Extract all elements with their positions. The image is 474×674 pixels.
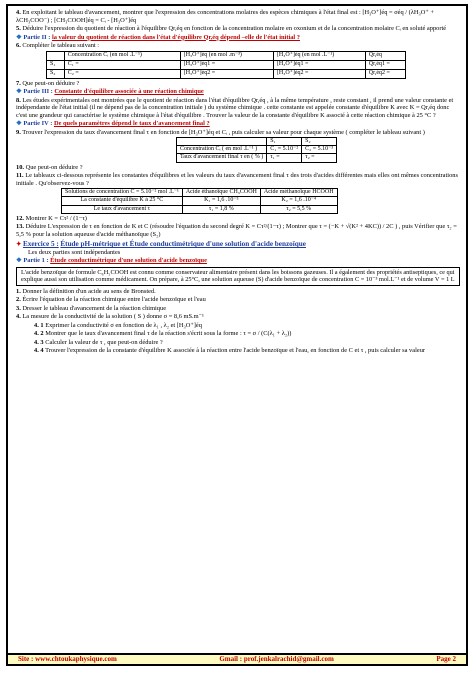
- question-5: 5. Déduire l'expression du quotient de réaction à l'équilibre Qr,éq en fonction de la concentration molaire en oxonium et de la concentration molaire Cᵢ en soluté apporté: [16, 25, 447, 32]
- star-icon: ✦: [16, 241, 22, 249]
- diamond-icon: ❖: [16, 88, 22, 95]
- table-taux: [176, 137, 337, 163]
- diamond-icon: ❖: [16, 33, 22, 41]
- exercise-subtitle: Les deux parties sont indépendantes: [28, 248, 121, 256]
- exercise-question-3: 3. Dresser le tableau d'avancement de la réaction chimique: [16, 304, 167, 312]
- table-row: Taux d'avancement final τ en ( % ) τ₁ = τ₂ =: [177, 154, 337, 162]
- worksheet-page: [6, 4, 468, 666]
- page-number: Page 2: [436, 654, 456, 663]
- diamond-icon: ❖: [16, 257, 22, 265]
- table-header-row: Concentration Cᵢ (en mol .L⁻¹) [H₃O⁺]éq (en mol .m⁻³) [H₃O⁺]éq (en mol .L⁻¹) Qr,éq: [47, 51, 406, 60]
- exercise-question-4: 4. La mesure de la conductivité de la solution ( S ) donne σ = 8,6 mS.m⁻¹: [16, 313, 204, 321]
- exercise-question-1: 1. Donner la définition d'un acide au sens de Bronsted.: [16, 287, 156, 295]
- exercise-5-heading: ✦ Exercice 5 : Étude pH-métrique et Étude conductimétrique d'une solution d'acide benzoïque: [16, 240, 306, 249]
- question-7: 7. Que peut-on déduire ?: [16, 79, 80, 87]
- table-row: S₁ S₂: [177, 138, 337, 146]
- exercise-question-4-1: 4. 1 Exprimer la conductivité σ en fonction de λ₁ , λ₂ et [H₃O⁺]éq: [34, 321, 202, 329]
- exercise-question-4-3: 4. 3 Calculer la valeur de τ , que peut-on déduire ?: [34, 338, 163, 346]
- part-3-heading: ❖ Partie III : Constante d'équilibre associée à une réaction chimique: [16, 88, 204, 95]
- question-12: 12. Montrer K = Cτ² / (1−τ): [16, 214, 87, 222]
- table-concentrations: [46, 51, 406, 79]
- question-10: 10. Que peut-on déduire ?: [16, 163, 83, 171]
- exercise-question-2: 2. Écrire l'équation de la réaction chimique entre l'acide benzoïque et l'eau: [16, 296, 206, 304]
- question-11: 11. Le tableaux ci-dessous représente les constantes d'équilibres et les valeurs du taux d'avancement final τ des trois d'acides différentes mais elles ont mêmes concentrations initiale . Qu'observez-vous ?: [16, 172, 458, 187]
- question-8: 8. Les études expérimentales ont montrées que le quotient de réaction dans l'état d'équilibre Qr,éq , à la même température , reste constant , il prend une valeur constante et indépendante de l'état initial (il ne dépend pas de la concentration initiale ) du système chimique . cette constante est appelée constante d'équilibre K avec K = Qr,éq donc c'est une grandeur qui caractérise le système chimique à l'état d'équilibre . Trouver la valeur de la constante d'équilibre K associé à cette réaction chimique à 25 °C ?: [16, 96, 454, 119]
- exercise-statement-box: L'acide benzoïque de formule C₆H₅COOH est connu comme conservateur alimentaire présent dans les boissons gazeuses. Il a également des propriétés antiseptiques, ce qui explique aussi son utilisation comme médicament. On prépare, à 25°C, une solution aqueuse (S) d'acide benzoïque de concentration C = 10⁻³ mol.L⁻¹ et de volume V = 1 L: [16, 267, 460, 286]
- table-row: La constante d'équilibre K à 25 °C K₁ = 1,6 .10⁻⁵ K₂ = 1,6 .10⁻⁴: [62, 197, 338, 205]
- part-2-heading: ❖ Partie II : la valeur du quotient de réaction dans l'état d'équilibre Qr,éq dépend –elle de l'état initial ?: [16, 33, 300, 41]
- question-4: 4. En exploitant le tableau d'avancement, montrer que l'expression des concentrations molaires des espèces chimiques à l'état final est : [H₃O⁺]éq = σéq / (λH₃O⁺ + λCH₃COO⁻) ; [CH₃COOH]éq = Cᵢ - [H₃O⁺]éq: [16, 9, 434, 24]
- exercise-question-4-2: 4. 2 Montrer que le taux d'avancement final τ de la réaction s'écrit sous la forme : τ = σ / (C(λ₁ + λ₂)): [34, 330, 292, 338]
- question-9: 9. Trouver l'expression du taux d'avancement final τ en fonction de [H₃O⁺]éq et Cᵢ , puis calculer sa valeur pour chaque système ( compléter le tableau suivant ): [16, 128, 425, 136]
- exercise-part-1-heading: ❖ Partie 1 : Étude conductimétrique d'une solution d'acide benzoïque: [16, 257, 207, 265]
- table-acids: [61, 188, 338, 214]
- footer-email-link[interactable]: Gmail : prof.jenkalrachid@gmail.com: [219, 654, 334, 663]
- question-13: 13. Déduire L'expression de τ en fonction de K et C (résoudre l'équation du second degré K = Cτ²/(1−τ) ; Montrer que τ = (−K + √(K² + 4KC)) / 2C ) , puis Vérifier que τ₂ = 5,5 % pour la solution aqueuse d'acide méthanoïque (S₂): [16, 223, 457, 238]
- table-row: Concentration Cᵢ ( en mol .L⁻¹ ) C₁ = 5.10⁻² C₂ = 5.10⁻³: [177, 146, 337, 154]
- question-6: 6. Compléter le tableau suivant :: [16, 42, 100, 49]
- diamond-icon: ❖: [16, 120, 22, 127]
- footer-site-link[interactable]: Site : www.chtoukaphysique.com: [18, 654, 117, 663]
- table-row: Solutions de concentration C = 5.10⁻² mol .L⁻¹ Acide éthanoïque CH₃COOH Acide méthanoïque HCOOH: [62, 189, 338, 197]
- table-row: S₂ C₂ = [H₃O⁺]éq2 = [H₃O⁺]éq2 = Qr,éq2 =: [47, 69, 406, 78]
- table-row: S₁ C₁ = [H₃O⁺]éq1 = [H₃O⁺]éq1 = Qr,éq1 =: [47, 60, 406, 69]
- exercise-question-4-4: 4. 4 Trouver l'expression de la constante d'équilibre K associée à la réaction entre l'acide benzoïque et l'eau, en fonction de C et τ , puis calculer sa valeur: [34, 347, 426, 355]
- part-4-heading: ❖ Partie IV : De quels paramètres dépend le taux d'avancement final ?: [16, 120, 210, 127]
- table-row: Le taux d'avancement τ τ₁ = 1,8 % τ₂ = 5,5 %: [62, 205, 338, 213]
- page-footer: [6, 653, 468, 666]
